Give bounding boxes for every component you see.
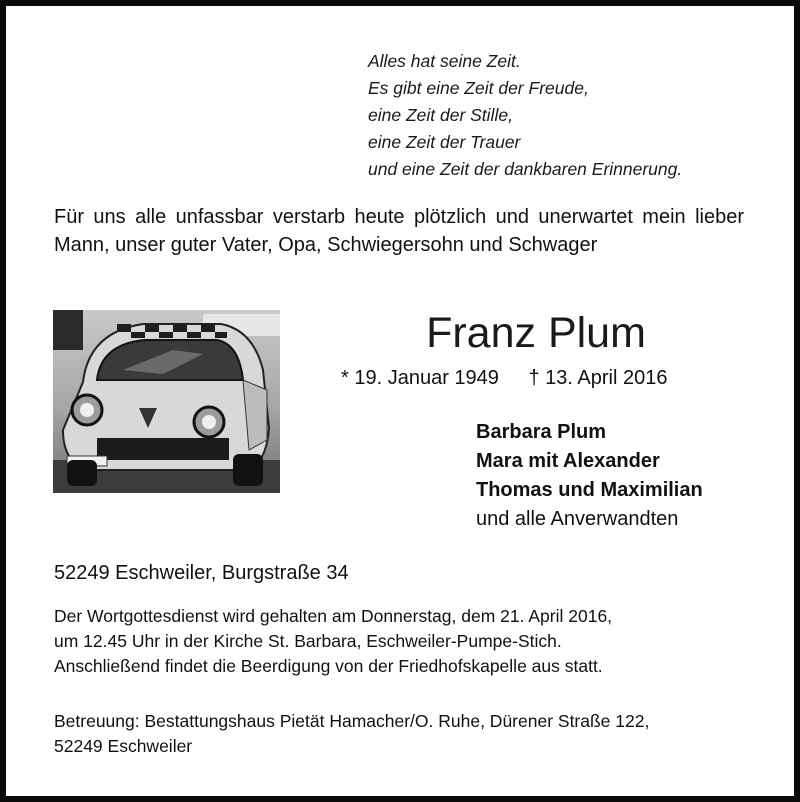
funeral-home-info xyxy=(54,709,744,759)
life-dates xyxy=(341,364,731,392)
poem-line: eine Zeit der Stille, xyxy=(368,105,513,125)
mourner-relatives: und alle Anverwandten xyxy=(476,508,679,530)
service-line: um 12.45 Uhr in der Kirche St. Barbara, Eschweiler-Pumpe-Stich. xyxy=(54,631,562,651)
poem-line: Es gibt eine Zeit der Freude, xyxy=(368,78,589,98)
deceased-name: Franz Plum xyxy=(426,309,646,357)
care-line: 52249 Eschweiler xyxy=(54,736,193,756)
mourner-name: Barbara Plum xyxy=(476,421,607,443)
birth-date: * 19. Januar 1949 xyxy=(341,367,499,389)
death-date: † 13. April 2016 xyxy=(528,367,668,389)
service-info xyxy=(54,604,744,679)
race-car-photo xyxy=(53,310,280,493)
mourner-name: Thomas und Maximilian xyxy=(476,479,703,501)
mourner-name: Mara mit Alexander xyxy=(476,450,660,472)
care-line: Betreuung: Bestattungshaus Pietät Hamacher/O. Ruhe, Dürener Straße 122, xyxy=(54,711,650,731)
family-address: 52249 Eschweiler, Burgstraße 34 xyxy=(54,562,349,584)
poem-line: und eine Zeit der dankbaren Erinnerung. xyxy=(368,159,683,179)
service-line: Der Wortgottesdienst wird gehalten am Donnerstag, dem 21. April 2016, xyxy=(54,606,613,626)
poem-line: Alles hat seine Zeit. xyxy=(368,51,521,71)
service-line: Anschließend findet die Beerdigung von der Friedhofskapelle aus statt. xyxy=(54,656,603,676)
mourners xyxy=(476,418,776,534)
poem-line: eine Zeit der Trauer xyxy=(368,132,521,152)
intro-text: Für uns alle unfassbar verstarb heute plötzlich und unerwartet mein lieber Mann, unser guter Vater, Opa, Schwiegersohn und Schwager xyxy=(54,206,744,256)
poem xyxy=(368,48,788,183)
